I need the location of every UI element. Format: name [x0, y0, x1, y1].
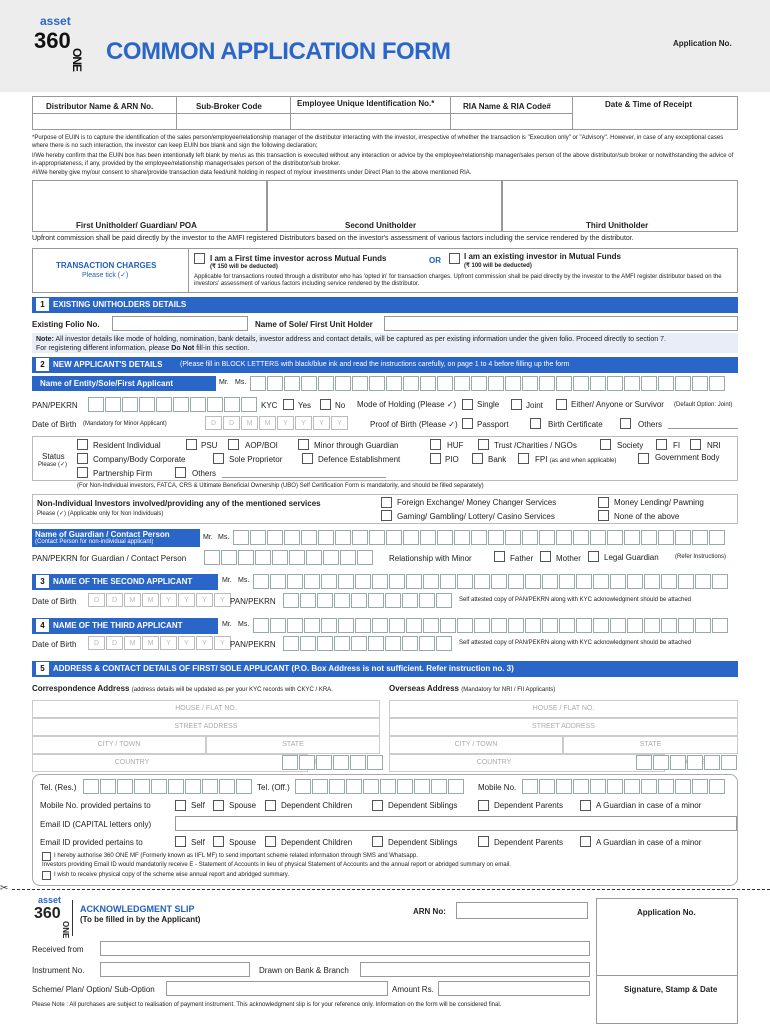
ack-logo-one: ONE: [61, 921, 70, 939]
euin-note-2: I/We hereby confirm that the EUIN box has been intentionally left blank by me/us as this transaction is executed without any interaction or advice by the employee/relationship manager/sales person of the above distributor/sub broker or notwithstanding the advice of in-appropriateness, if any, provided by the employee/relationship manager/sales person of the distributor/sub broker.: [32, 153, 734, 167]
logo: [34, 14, 94, 84]
svc-lending: Money Lending/ Pawning: [614, 498, 704, 507]
first-time-investor-label: I am a First time investor across Mutual Funds: [210, 254, 387, 263]
ack-logo: [34, 895, 84, 937]
txn-tick-label: Please tick (✓): [82, 272, 129, 279]
relationship-label: Relationship with Minor: [389, 554, 472, 563]
st-society-cb[interactable]: [600, 439, 611, 450]
st-fi-cb[interactable]: [656, 439, 667, 450]
proof-birth-label: Proof of Birth (Please ✓): [370, 420, 458, 429]
entity-name-grid[interactable]: [250, 376, 726, 391]
st-huf-cb[interactable]: [430, 439, 441, 450]
application-no-label: Application No.: [673, 39, 732, 48]
corr-state-ph: STATE: [282, 741, 304, 748]
guardian-ms: Ms.: [218, 534, 230, 541]
mother-cb[interactable]: [540, 551, 551, 562]
ov-city-ph: CITY / TOWN: [454, 741, 498, 748]
euin-header: Employee Unique Identification No.*: [297, 99, 435, 108]
s3-name-grid[interactable]: [253, 574, 729, 589]
st-fi: FI: [673, 441, 681, 450]
ack-arn-input[interactable]: [456, 902, 588, 919]
joint-checkbox[interactable]: [511, 399, 522, 410]
pob-others-label: Others: [638, 420, 663, 429]
corr-pin-grid[interactable]: [282, 755, 384, 770]
tel-off-label: Tel. (Off.): [257, 783, 290, 792]
kyc-yes-checkbox[interactable]: [283, 399, 294, 410]
corr-house-ph: HOUSE / FLAT NO.: [175, 705, 237, 712]
ov-state-ph: STATE: [639, 741, 662, 748]
logo-one-text: ONE: [70, 48, 84, 72]
st-others-cb[interactable]: [175, 467, 186, 478]
ack-title: ACKNOWLEDGMENT SLIP: [80, 904, 195, 914]
tel-off-grid[interactable]: [295, 779, 465, 794]
existing-investor-label: I am an existing investor in Mutual Funds: [464, 252, 621, 261]
euin-note-1: *Purpose of EUIN is to capture the identification of the sales person/employee/relationship manager of the distributor interacting with the investor, irrespective of whether the transaction is "Execution only" or "Advisory". However, in case of any exceptional cases where there is no such interaction, the investor can keep EUIN box blank and sign the following declaration;: [32, 135, 724, 149]
cut-line: [12, 889, 770, 890]
passport-label: Passport: [477, 420, 509, 429]
st-others-line: [222, 477, 386, 478]
sub-broker-header: Sub-Broker Code: [196, 102, 262, 111]
s1-note-text: All investor details like mode of holding, nomination, bank details, investor address and contact details, will be captured as per existing information under the given folio. Proceed directly to section 7.: [55, 336, 666, 343]
guardian-label: Name of Guardian / Contact Person: [35, 530, 170, 539]
s3-pan-label: PAN/PEKRN: [230, 597, 276, 606]
s3-dob-y4: Y: [214, 593, 231, 607]
ria-header: RIA Name & RIA Code#: [463, 102, 551, 111]
pan-label: PAN/PEKRN: [32, 401, 78, 410]
section-3-bar: [32, 574, 218, 590]
mobile-grid[interactable]: [522, 779, 726, 794]
either-default: (Default Option: Joint): [674, 402, 733, 408]
em-self: Self: [191, 838, 205, 847]
st-nri: NRI: [707, 441, 721, 450]
mob-self: Self: [191, 801, 205, 810]
s4-ms: Ms.: [238, 621, 250, 628]
mob-parents: Dependent Parents: [494, 801, 563, 810]
mobile-label: Mobile No.: [478, 783, 517, 792]
mob-guardian: A Guardian in case of a minor: [596, 801, 702, 810]
st-company-cb[interactable]: [77, 453, 88, 464]
euin-note-3: #I/We hereby give my/our consent to share/provide transaction data feed/unit holding in respect of my/our investments under Direct Plan to the above mentioned RIA.: [32, 170, 472, 176]
s4-kyc-note: Self attested copy of PAN/PEKRN along with KYC acknowledgment should be attached: [459, 640, 692, 646]
section-4-title: NAME OF THE THIRD APPLICANT: [53, 621, 183, 630]
txn-divider: [188, 248, 189, 293]
nonind-label: Non-Individual Investors involved/providing any of the mentioned services: [37, 499, 321, 508]
dob-d1: D: [205, 416, 222, 430]
st-defence: Defence Establishment: [318, 455, 401, 464]
section-4-bar: [32, 618, 218, 634]
em-spouse-cb[interactable]: [213, 836, 224, 847]
entity-name-label: Name of Entity/Sole/First Applicant: [40, 379, 174, 388]
guardian-mr: Mr.: [203, 534, 213, 541]
scissors-icon: ✂: [0, 883, 9, 894]
sole-holder-name-input[interactable]: [384, 316, 738, 331]
s3-dob-m1: M: [124, 593, 141, 607]
status-label: Status: [42, 452, 65, 461]
ack-logo-asset: asset: [38, 895, 62, 905]
ack-subtitle: (To be filled in by the Applicant): [80, 915, 201, 924]
pob-others-checkbox[interactable]: [620, 418, 631, 429]
st-aop: AOP/BOI: [245, 441, 278, 450]
s3-mr: Mr.: [222, 577, 232, 584]
s3-dob-y2: Y: [178, 593, 195, 607]
em-guardian-cb[interactable]: [580, 836, 591, 847]
st-sole: Sole Proprietor: [229, 455, 283, 464]
existing-amount: (₹ 100 will be deducted): [464, 263, 532, 269]
section-5-note: (P.O. Box Address is not sufficient. Refer instruction no. 3): [291, 664, 514, 673]
svc-none-cb[interactable]: [598, 510, 609, 521]
dob-m1: M: [241, 416, 258, 430]
st-fpi-note: (as and when applicable): [549, 458, 617, 464]
st-minor: Minor through Guardian: [314, 441, 399, 450]
em-children-cb[interactable]: [265, 836, 276, 847]
s3-dob-m2: M: [142, 593, 159, 607]
pob-others-line: [668, 428, 738, 429]
s4-dob-grid[interactable]: [88, 636, 232, 650]
st-society: Society: [617, 441, 644, 450]
em-guardian: A Guardian in case of a minor: [596, 838, 702, 847]
dob-minor-note: (Mandatory for Minor Applicant): [83, 421, 167, 427]
s1-note2c: fill-in this section.: [196, 345, 250, 352]
em-spouse: Spouse: [229, 838, 257, 847]
st-fpi-label: FPI: [535, 455, 548, 464]
joint-label: Joint: [526, 401, 543, 410]
s1-note: [36, 335, 736, 353]
email-label: Email ID (CAPITAL letters only): [40, 820, 152, 829]
corr-note: (address details will be updated as per your KYC records with CKYC / KRA.: [131, 687, 333, 693]
section-3-title: NAME OF THE SECOND APPLICANT: [53, 577, 193, 586]
svc-forex-cb[interactable]: [381, 497, 392, 508]
svc-gaming: Gaming/ Gambling/ Lottery/ Casino Services: [397, 512, 555, 521]
pan-grid[interactable]: [88, 397, 258, 412]
date-receipt-header: Date & Time of Receipt: [605, 100, 692, 109]
mob-guardian-cb[interactable]: [580, 800, 591, 811]
mode-holding-label: Mode of Holding (Please ✓): [357, 400, 457, 409]
existing-folio-input[interactable]: [112, 316, 248, 331]
em-siblings: Dependent Siblings: [388, 838, 458, 847]
scheme-input[interactable]: [166, 981, 388, 996]
em-parents: Dependent Parents: [494, 838, 563, 847]
st-fpi-cb[interactable]: [518, 453, 529, 464]
logo-360-text: 360: [34, 28, 71, 53]
s3-dob-label: Date of Birth: [32, 597, 77, 606]
section-1-num: 1: [36, 298, 49, 311]
first-time-investor-checkbox[interactable]: [194, 253, 205, 264]
ack-arn-label: ARN No:: [413, 907, 446, 916]
st-psu-cb[interactable]: [186, 439, 197, 450]
overseas-note: (Mandatory for NRI / FII Applicants): [461, 687, 556, 693]
s3-dob-d2: D: [106, 593, 123, 607]
section-2-bar: [32, 357, 738, 373]
single-label: Single: [477, 400, 500, 409]
st-trust-cb[interactable]: [478, 439, 489, 450]
scheme-label: Scheme/ Plan/ Option/ Sub-Option: [32, 985, 155, 994]
received-input[interactable]: [100, 941, 590, 956]
section-1-bar: [32, 297, 738, 313]
s4-dob-d2: D: [106, 636, 123, 650]
drawn-input[interactable]: [360, 962, 590, 977]
third-unitholder-label: Third Unitholder: [586, 221, 649, 230]
st-govt-cb[interactable]: [638, 453, 649, 464]
overseas-heading: [389, 684, 555, 693]
st-company: Company/Body Corporate: [93, 455, 186, 464]
section-5-title: ADDRESS & CONTACT DETAILS OF FIRST/ SOLE APPLICANT: [53, 664, 290, 673]
s3-dob-y3: Y: [196, 593, 213, 607]
ov-house-ph: HOUSE / FLAT NO.: [532, 705, 595, 712]
birth-cert-label: Birth Certificate: [548, 420, 603, 429]
dob-y4: Y: [331, 416, 348, 430]
st-bank-cb[interactable]: [472, 453, 483, 464]
st-minor-cb[interactable]: [298, 439, 309, 450]
passport-checkbox[interactable]: [462, 418, 473, 429]
refer-instructions: (Refer Instructions): [675, 554, 727, 560]
section-1-title: EXISTING UNITHOLDERS DETAILS: [53, 300, 187, 309]
ack-sign-label: Signature, Stamp & Date: [624, 985, 718, 994]
auth-sms-cb[interactable]: [42, 852, 51, 861]
legal-guardian-label: Legal Guardian: [604, 553, 659, 562]
either-checkbox[interactable]: [556, 399, 567, 410]
instrument-label: Instrument No.: [32, 966, 85, 975]
svc-none: None of the above: [614, 512, 680, 521]
father-cb[interactable]: [494, 551, 505, 562]
svc-gaming-cb[interactable]: [381, 510, 392, 521]
s4-dob-y4: Y: [214, 636, 231, 650]
entity-ms-label: Ms.: [235, 379, 247, 386]
guardian-name-grid[interactable]: [233, 530, 726, 545]
st-sole-cb[interactable]: [213, 453, 224, 464]
dob-label: Date of Birth: [32, 420, 77, 429]
sole-holder-name-label: Name of Sole/ First Unit Holder: [255, 320, 373, 329]
st-partnership-cb[interactable]: [77, 467, 88, 478]
st-defence-cb[interactable]: [302, 453, 313, 464]
st-nri-cb[interactable]: [690, 439, 701, 450]
s4-pan-grid[interactable]: [283, 636, 453, 651]
s1-note2b: Do Not: [171, 345, 195, 352]
ack-right-divider: [596, 975, 738, 976]
s3-dob-d1: D: [88, 593, 105, 607]
upfront-note: Upfront commission shall be paid directly by the investor to the AMFI registered Distributors based on the investor's assessment of various factors including the service rendered by the distributor.: [32, 235, 634, 242]
mob-siblings: Dependent Siblings: [388, 801, 458, 810]
corr-country-ph: COUNTRY: [114, 759, 150, 766]
s3-dob-grid[interactable]: [88, 593, 232, 607]
st-aop-cb[interactable]: [228, 439, 239, 450]
dob-y2: Y: [295, 416, 312, 430]
s4-dob-d1: D: [88, 636, 105, 650]
kyc-yes-label: Yes: [298, 401, 312, 410]
section-2-num: 2: [36, 358, 49, 371]
mob-self-cb[interactable]: [175, 800, 186, 811]
st-resident: Resident Individual: [93, 441, 161, 450]
transaction-charges-title: TRANSACTION CHARGES: [56, 261, 157, 270]
em-parents-cb[interactable]: [478, 836, 489, 847]
mob-spouse-cb[interactable]: [213, 800, 224, 811]
dob-y3: Y: [313, 416, 330, 430]
corr-label: Correspondence Address: [32, 684, 130, 693]
s4-dob-y1: Y: [160, 636, 177, 650]
email-input[interactable]: [175, 816, 737, 831]
st-partnership: Partnership Firm: [93, 469, 153, 478]
guardian-pan-grid[interactable]: [204, 550, 374, 565]
s1-note2a: For registering different information, please: [36, 345, 170, 352]
st-resident-cb[interactable]: [77, 439, 88, 450]
s3-kyc-note: Self attested copy of PAN/PEKRN along with KYC acknowledgment should be attached: [459, 597, 692, 603]
em-self-cb[interactable]: [175, 836, 186, 847]
txn-note: Applicable for transactions routed through a distributor who has 'opted in' for transaction charges. Upfront commission shall be paid directly by the investor to the AMFI register distributor based on the investors' assessment of various factors including service rendered by the distributor.: [194, 274, 722, 287]
section-5-num: 5: [36, 662, 49, 675]
mob-spouse: Spouse: [229, 801, 257, 810]
ack-note: Please Note : All purchases are subject to realisation of payment instrument. This acknowledgment slip is for your reference only. Information on the form will be considered final.: [32, 1002, 502, 1008]
dob-y1: Y: [277, 416, 294, 430]
either-label: Either/ Anyone or Survivor: [571, 400, 664, 409]
email-pertains-label: Email ID provided pertains to: [40, 838, 143, 847]
st-pio: PIO: [445, 455, 459, 464]
fatca-note: (For Non-Individual investors, FATCA, CRS & Ultimate Beneficial Ownership (UBO) Self Certification Form is mandatorily, and should be filled separately): [77, 483, 484, 489]
dob-m2: M: [259, 416, 276, 430]
mobile-pertains-label: Mobile No. provided pertains to: [40, 801, 151, 810]
amount-label: Amount Rs.: [392, 985, 434, 994]
svc-forex: Foreign Exchange/ Money Changer Services: [397, 498, 557, 507]
legal-guardian-cb[interactable]: [588, 551, 599, 562]
s4-name-grid[interactable]: [253, 618, 729, 633]
tel-res-label: Tel. (Res.): [40, 783, 77, 792]
entity-mr-label: Mr.: [219, 379, 229, 386]
auth-email: Investors providing Email ID would mandatorily receive E - Statement of Accounts in lieu of physical Statement of Accounts and the annual report or abridged summary on email.: [42, 862, 511, 868]
dob-d2: D: [223, 416, 240, 430]
tel-res-grid[interactable]: [83, 779, 253, 794]
section-4-num: 4: [36, 619, 49, 632]
ov-street-ph: STREET ADDRESS: [532, 723, 595, 730]
birth-cert-checkbox[interactable]: [530, 418, 541, 429]
s1-note-label: Note:: [36, 336, 54, 343]
logo-asset-text: asset: [40, 14, 71, 28]
section-2-title: NEW APPLICANT'S DETAILS: [53, 360, 163, 369]
existing-investor-checkbox[interactable]: [449, 253, 460, 264]
corr-street-ph: STREET ADDRESS: [174, 723, 238, 730]
auth-physical-cb[interactable]: [42, 871, 51, 880]
s3-pan-grid[interactable]: [283, 593, 453, 608]
first-time-amount: (₹ 150 will be deducted): [210, 264, 278, 270]
em-children: Dependent Children: [281, 838, 353, 847]
drawn-label: Drawn on Bank & Branch: [259, 966, 349, 975]
ov-pin-grid[interactable]: [636, 755, 738, 770]
mob-siblings-cb[interactable]: [372, 800, 383, 811]
svc-lending-cb[interactable]: [598, 497, 609, 508]
ack-app-no: Application No.: [637, 908, 696, 917]
kyc-no-label: No: [335, 401, 346, 410]
guardian-sub: (Contact Person for non-individual applicant): [35, 539, 154, 545]
s4-dob-m1: M: [124, 636, 141, 650]
father-label: Father: [510, 554, 534, 563]
auth-sms: I hereby authorise 360 ONE MF (Formerly known as IIFL MF) to send important scheme related information through SMS and Whatsapp.: [54, 853, 418, 859]
s4-mr: Mr.: [222, 621, 232, 628]
instrument-input[interactable]: [100, 962, 250, 977]
mother-label: Mother: [556, 554, 581, 563]
st-fpi: [535, 455, 616, 464]
section-2-hint: (Please fill in BLOCK LETTERS with black/blue ink and read the instructions carefully, on page 1 to 4 before filling up the form: [180, 361, 570, 368]
em-siblings-cb[interactable]: [372, 836, 383, 847]
corr-heading: [32, 684, 333, 693]
s4-dob-m2: M: [142, 636, 159, 650]
st-pio-cb[interactable]: [430, 453, 441, 464]
existing-folio-label: Existing Folio No.: [32, 320, 100, 329]
mob-children-cb[interactable]: [265, 800, 276, 811]
mob-children: Dependent Children: [281, 801, 353, 810]
s4-dob-y3: Y: [196, 636, 213, 650]
overseas-label: Overseas Address: [389, 684, 459, 693]
dob-grid[interactable]: [205, 416, 349, 430]
txn-or: OR: [429, 256, 441, 265]
status-please: Please (✓): [38, 462, 68, 468]
guardian-pan-label: PAN/PEKRN for Guardian / Contact Person: [32, 554, 187, 563]
s4-dob-label: Date of Birth: [32, 640, 77, 649]
kyc-label: KYC: [261, 401, 278, 410]
mob-parents-cb[interactable]: [478, 800, 489, 811]
ov-country-ph: COUNTRY: [476, 759, 512, 766]
st-huf: HUF: [447, 441, 464, 450]
s3-dob-y1: Y: [160, 593, 177, 607]
s3-ms: Ms.: [238, 577, 250, 584]
page-title: COMMON APPLICATION FORM: [106, 38, 451, 65]
s4-dob-y2: Y: [178, 636, 195, 650]
st-psu: PSU: [201, 441, 218, 450]
auth-physical: I wish to receive physical copy of the scheme wise annual report and abridged summary.: [54, 872, 290, 878]
ack-divider: [72, 900, 73, 936]
corr-city-ph: CITY / TOWN: [97, 741, 141, 748]
section-5-bar: [32, 661, 738, 677]
received-label: Received from: [32, 945, 84, 954]
ack-logo-360: 360: [34, 905, 61, 922]
kyc-no-checkbox[interactable]: [320, 399, 331, 410]
st-trust: Trust /Charities / NGOs: [494, 441, 577, 450]
nonind-please: Please (✓) (Applicable only for Non Individuals): [37, 511, 164, 517]
second-unitholder-label: Second Unitholder: [345, 221, 417, 230]
st-bank: Bank: [488, 455, 507, 464]
s4-pan-label: PAN/PEKRN: [230, 640, 276, 649]
st-govt: Government Body: [655, 453, 720, 462]
single-checkbox[interactable]: [462, 399, 473, 410]
amount-input[interactable]: [438, 981, 590, 996]
st-others: Others: [192, 469, 217, 478]
distributor-name-header: Distributor Name & ARN No.: [46, 102, 154, 111]
first-unitholder-label: First Unitholder/ Guardian/ POA: [76, 221, 197, 230]
section-3-num: 3: [36, 575, 49, 588]
